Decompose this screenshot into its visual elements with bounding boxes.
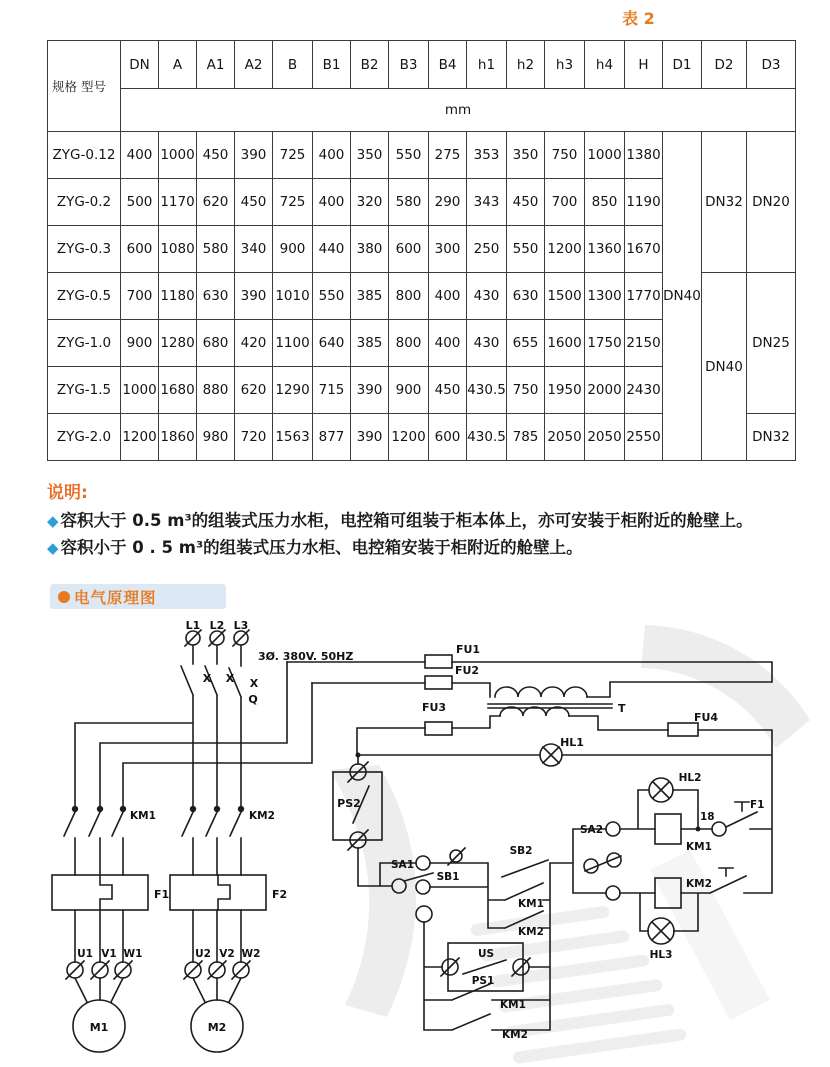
col-header: h4: [585, 41, 625, 89]
d3-cell: DN32: [747, 414, 796, 461]
d2-cell: DN32: [702, 132, 747, 273]
value-cell: 640: [313, 320, 351, 367]
label-sb1: SB1: [436, 871, 460, 883]
label-supply: 3Ø. 380V. 50HZ: [258, 650, 354, 663]
label-km2-main: KM2: [249, 810, 275, 822]
value-cell: 400: [429, 273, 467, 320]
label-w1: W1: [123, 948, 143, 960]
d2-cell: DN40: [702, 273, 747, 461]
value-cell: 340: [235, 226, 273, 273]
value-cell: 440: [313, 226, 351, 273]
value-cell: 400: [313, 179, 351, 226]
value-cell: 400: [313, 132, 351, 179]
note-text: 容积大于 0.5 m³的组装式压力水柜，电控箱可组装于柜本体上，亦可安装于柜附近的舱壁上。: [60, 511, 753, 530]
electrical-schematic: [0, 607, 830, 1067]
label-sb2: SB2: [509, 845, 533, 857]
label-u1: U1: [77, 948, 93, 960]
d1-cell: DN40: [663, 132, 702, 461]
col-header: D2: [702, 41, 747, 89]
value-cell: 1380: [625, 132, 663, 179]
corner-header: 规格 型号: [48, 41, 121, 132]
label-f1-box: F1: [154, 888, 170, 901]
label-f1-contact: F1: [750, 799, 765, 811]
watermark: [330, 625, 810, 1064]
model-cell: ZYG-2.0: [48, 414, 121, 461]
value-cell: 1860: [159, 414, 197, 461]
section-heading: [50, 584, 226, 609]
label-x3: X: [249, 677, 259, 690]
value-cell: 390: [235, 132, 273, 179]
ps1-feed-terminal: [416, 906, 432, 922]
value-cell: 2150: [625, 320, 663, 367]
value-cell: 680: [197, 320, 235, 367]
label-fu3: FU3: [421, 701, 447, 714]
label-u2: U2: [195, 948, 211, 960]
value-cell: 750: [545, 132, 585, 179]
selector-contact-b: [607, 853, 621, 867]
col-header: A1: [197, 41, 235, 89]
note-text: 容积小于 0 . 5 m³的组装式压力水柜、电控箱安装于柜附近的舱壁上。: [60, 538, 583, 558]
label-v1: V1: [101, 948, 117, 960]
col-header: A: [159, 41, 197, 89]
col-header: DN: [121, 41, 159, 89]
label-t: T: [618, 702, 626, 715]
value-cell: 800: [389, 273, 429, 320]
value-cell: 2050: [585, 414, 625, 461]
value-cell: 390: [351, 414, 389, 461]
km2-row-terminal: [606, 886, 620, 900]
value-cell: 390: [235, 273, 273, 320]
value-cell: 1080: [159, 226, 197, 273]
value-cell: 750: [507, 367, 545, 414]
value-cell: 1300: [585, 273, 625, 320]
sa2-contact: [606, 822, 620, 836]
value-cell: 343: [467, 179, 507, 226]
value-cell: 655: [507, 320, 545, 367]
value-cell: 1600: [545, 320, 585, 367]
junction-dot: [356, 753, 361, 758]
unit-row: [48, 89, 796, 132]
value-cell: 600: [429, 414, 467, 461]
value-cell: 420: [235, 320, 273, 367]
value-cell: 900: [389, 367, 429, 414]
value-cell: 1670: [625, 226, 663, 273]
value-cell: 430.5: [467, 367, 507, 414]
f1-contact-terminal: [712, 822, 726, 836]
label-m1: M1: [89, 1021, 109, 1034]
value-cell: 390: [351, 367, 389, 414]
label-q: Q: [248, 693, 258, 706]
value-cell: 1200: [545, 226, 585, 273]
junction-dot: [238, 806, 244, 812]
value-cell: 450: [429, 367, 467, 414]
value-cell: 715: [313, 367, 351, 414]
value-cell: 1180: [159, 273, 197, 320]
value-cell: 580: [389, 179, 429, 226]
value-cell: 1680: [159, 367, 197, 414]
col-header: h3: [545, 41, 585, 89]
junction-dot: [120, 806, 126, 812]
value-cell: 275: [429, 132, 467, 179]
value-cell: 600: [389, 226, 429, 273]
value-cell: 1950: [545, 367, 585, 414]
value-cell: 1190: [625, 179, 663, 226]
value-cell: 450: [235, 179, 273, 226]
label-km1-coil: KM1: [686, 841, 712, 853]
value-cell: 1360: [585, 226, 625, 273]
d3-cell: DN25: [747, 273, 796, 414]
value-cell: 353: [467, 132, 507, 179]
model-cell: ZYG-0.12: [48, 132, 121, 179]
unit-cell: mm: [121, 89, 796, 132]
value-cell: 400: [121, 132, 159, 179]
sb1-contact-b: [416, 880, 430, 894]
label-x1: X: [202, 672, 212, 685]
fuse-fu1: [425, 655, 452, 668]
col-header: B1: [313, 41, 351, 89]
col-header: B: [273, 41, 313, 89]
col-header: B2: [351, 41, 389, 89]
table-tag: 表 2: [622, 9, 655, 28]
circle-bullet-icon: [58, 591, 70, 603]
label-hl1: HL1: [560, 736, 584, 749]
value-cell: 620: [235, 367, 273, 414]
value-cell: 385: [351, 273, 389, 320]
value-cell: 430: [467, 273, 507, 320]
label-hl2: HL2: [678, 772, 702, 784]
label-sa2: SA2: [580, 824, 603, 836]
value-cell: 1500: [545, 273, 585, 320]
col-header: H: [625, 41, 663, 89]
value-cell: 980: [197, 414, 235, 461]
value-cell: 1770: [625, 273, 663, 320]
table-header-row: [48, 41, 796, 89]
label-x2: X: [225, 672, 235, 685]
value-cell: 725: [273, 132, 313, 179]
col-header: B4: [429, 41, 467, 89]
value-cell: 350: [351, 132, 389, 179]
value-cell: 720: [235, 414, 273, 461]
label-l2: L2: [209, 619, 225, 632]
col-header: h1: [467, 41, 507, 89]
label-l1: L1: [185, 619, 201, 632]
value-cell: 1100: [273, 320, 313, 367]
value-cell: 1200: [389, 414, 429, 461]
note-item: [47, 534, 795, 561]
value-cell: 430: [467, 320, 507, 367]
value-cell: 550: [389, 132, 429, 179]
note-item: [47, 507, 795, 534]
label-ps1: PS1: [471, 975, 495, 987]
model-cell: ZYG-0.2: [48, 179, 121, 226]
sa1-contact: [416, 856, 430, 870]
value-cell: 2430: [625, 367, 663, 414]
km1-coil: [655, 814, 681, 844]
label-fu2: FU2: [454, 664, 480, 677]
value-cell: 877: [313, 414, 351, 461]
value-cell: 300: [429, 226, 467, 273]
value-cell: 580: [197, 226, 235, 273]
value-cell: 800: [389, 320, 429, 367]
value-cell: 1563: [273, 414, 313, 461]
label-us: US: [477, 948, 495, 960]
d3-cell: DN20: [747, 132, 796, 273]
value-cell: 600: [121, 226, 159, 273]
fuse-fu2: [425, 676, 452, 689]
col-header: A2: [235, 41, 273, 89]
diamond-bullet-icon: ◆: [47, 539, 59, 558]
value-cell: 700: [545, 179, 585, 226]
value-cell: 1290: [273, 367, 313, 414]
value-cell: 1000: [121, 367, 159, 414]
notes-title: 说明:: [47, 483, 88, 503]
fuse-fu4: [668, 723, 698, 736]
value-cell: 630: [507, 273, 545, 320]
col-header: D1: [663, 41, 702, 89]
value-cell: 2000: [585, 367, 625, 414]
value-cell: 550: [507, 226, 545, 273]
value-cell: 430.5: [467, 414, 507, 461]
label-km2-coil: KM2: [686, 878, 712, 890]
model-cell: ZYG-0.3: [48, 226, 121, 273]
label-km2-branch: KM2: [518, 926, 544, 938]
value-cell: 900: [273, 226, 313, 273]
label-m2: M2: [207, 1021, 227, 1034]
label-km2-hold: KM2: [502, 1029, 528, 1041]
value-cell: 290: [429, 179, 467, 226]
junction-dot: [72, 806, 78, 812]
value-cell: 1200: [121, 414, 159, 461]
value-cell: 380: [351, 226, 389, 273]
value-cell: 1170: [159, 179, 197, 226]
value-cell: 725: [273, 179, 313, 226]
transformer-coils: [495, 687, 587, 716]
value-cell: 1010: [273, 273, 313, 320]
value-cell: 2050: [545, 414, 585, 461]
col-header: B3: [389, 41, 429, 89]
value-cell: 385: [351, 320, 389, 367]
junction-dot: [190, 806, 196, 812]
value-cell: 2550: [625, 414, 663, 461]
value-cell: 880: [197, 367, 235, 414]
value-cell: 620: [197, 179, 235, 226]
col-header: h2: [507, 41, 545, 89]
value-cell: 700: [121, 273, 159, 320]
label-18: 18: [700, 811, 715, 823]
label-km1-main: KM1: [130, 810, 156, 822]
label-km1-hold: KM1: [500, 999, 526, 1011]
model-cell: ZYG-0.5: [48, 273, 121, 320]
label-fu1: FU1: [455, 643, 481, 656]
value-cell: 1000: [159, 132, 197, 179]
value-cell: 320: [351, 179, 389, 226]
value-cell: 450: [197, 132, 235, 179]
value-cell: 850: [585, 179, 625, 226]
label-l3: L3: [233, 619, 249, 632]
notes-section: [47, 478, 795, 561]
value-cell: 550: [313, 273, 351, 320]
value-cell: 250: [467, 226, 507, 273]
value-cell: 1750: [585, 320, 625, 367]
label-v2: V2: [219, 948, 235, 960]
diamond-bullet-icon: ◆: [47, 512, 59, 530]
value-cell: 1000: [585, 132, 625, 179]
value-cell: 785: [507, 414, 545, 461]
value-cell: 630: [197, 273, 235, 320]
label-f2-box: F2: [272, 888, 288, 901]
label-w2: W2: [241, 948, 261, 960]
table-row: [48, 132, 796, 179]
spec-table: [47, 40, 796, 461]
label-km1-branch: KM1: [518, 898, 544, 910]
label-ps2: PS2: [337, 797, 361, 810]
section-title: 电气原理图: [74, 588, 157, 607]
value-cell: 450: [507, 179, 545, 226]
junction-dot: [97, 806, 103, 812]
label-hl3: HL3: [649, 949, 673, 961]
model-cell: ZYG-1.0: [48, 320, 121, 367]
col-header: D3: [747, 41, 796, 89]
junction-dot: [696, 827, 701, 832]
label-sa1: SA1: [391, 859, 414, 871]
value-cell: 500: [121, 179, 159, 226]
junction-dot: [214, 806, 220, 812]
model-cell: ZYG-1.5: [48, 367, 121, 414]
value-cell: 1280: [159, 320, 197, 367]
value-cell: 350: [507, 132, 545, 179]
label-fu4: FU4: [693, 711, 719, 724]
fuse-fu3: [425, 722, 452, 735]
value-cell: 400: [429, 320, 467, 367]
value-cell: 900: [121, 320, 159, 367]
